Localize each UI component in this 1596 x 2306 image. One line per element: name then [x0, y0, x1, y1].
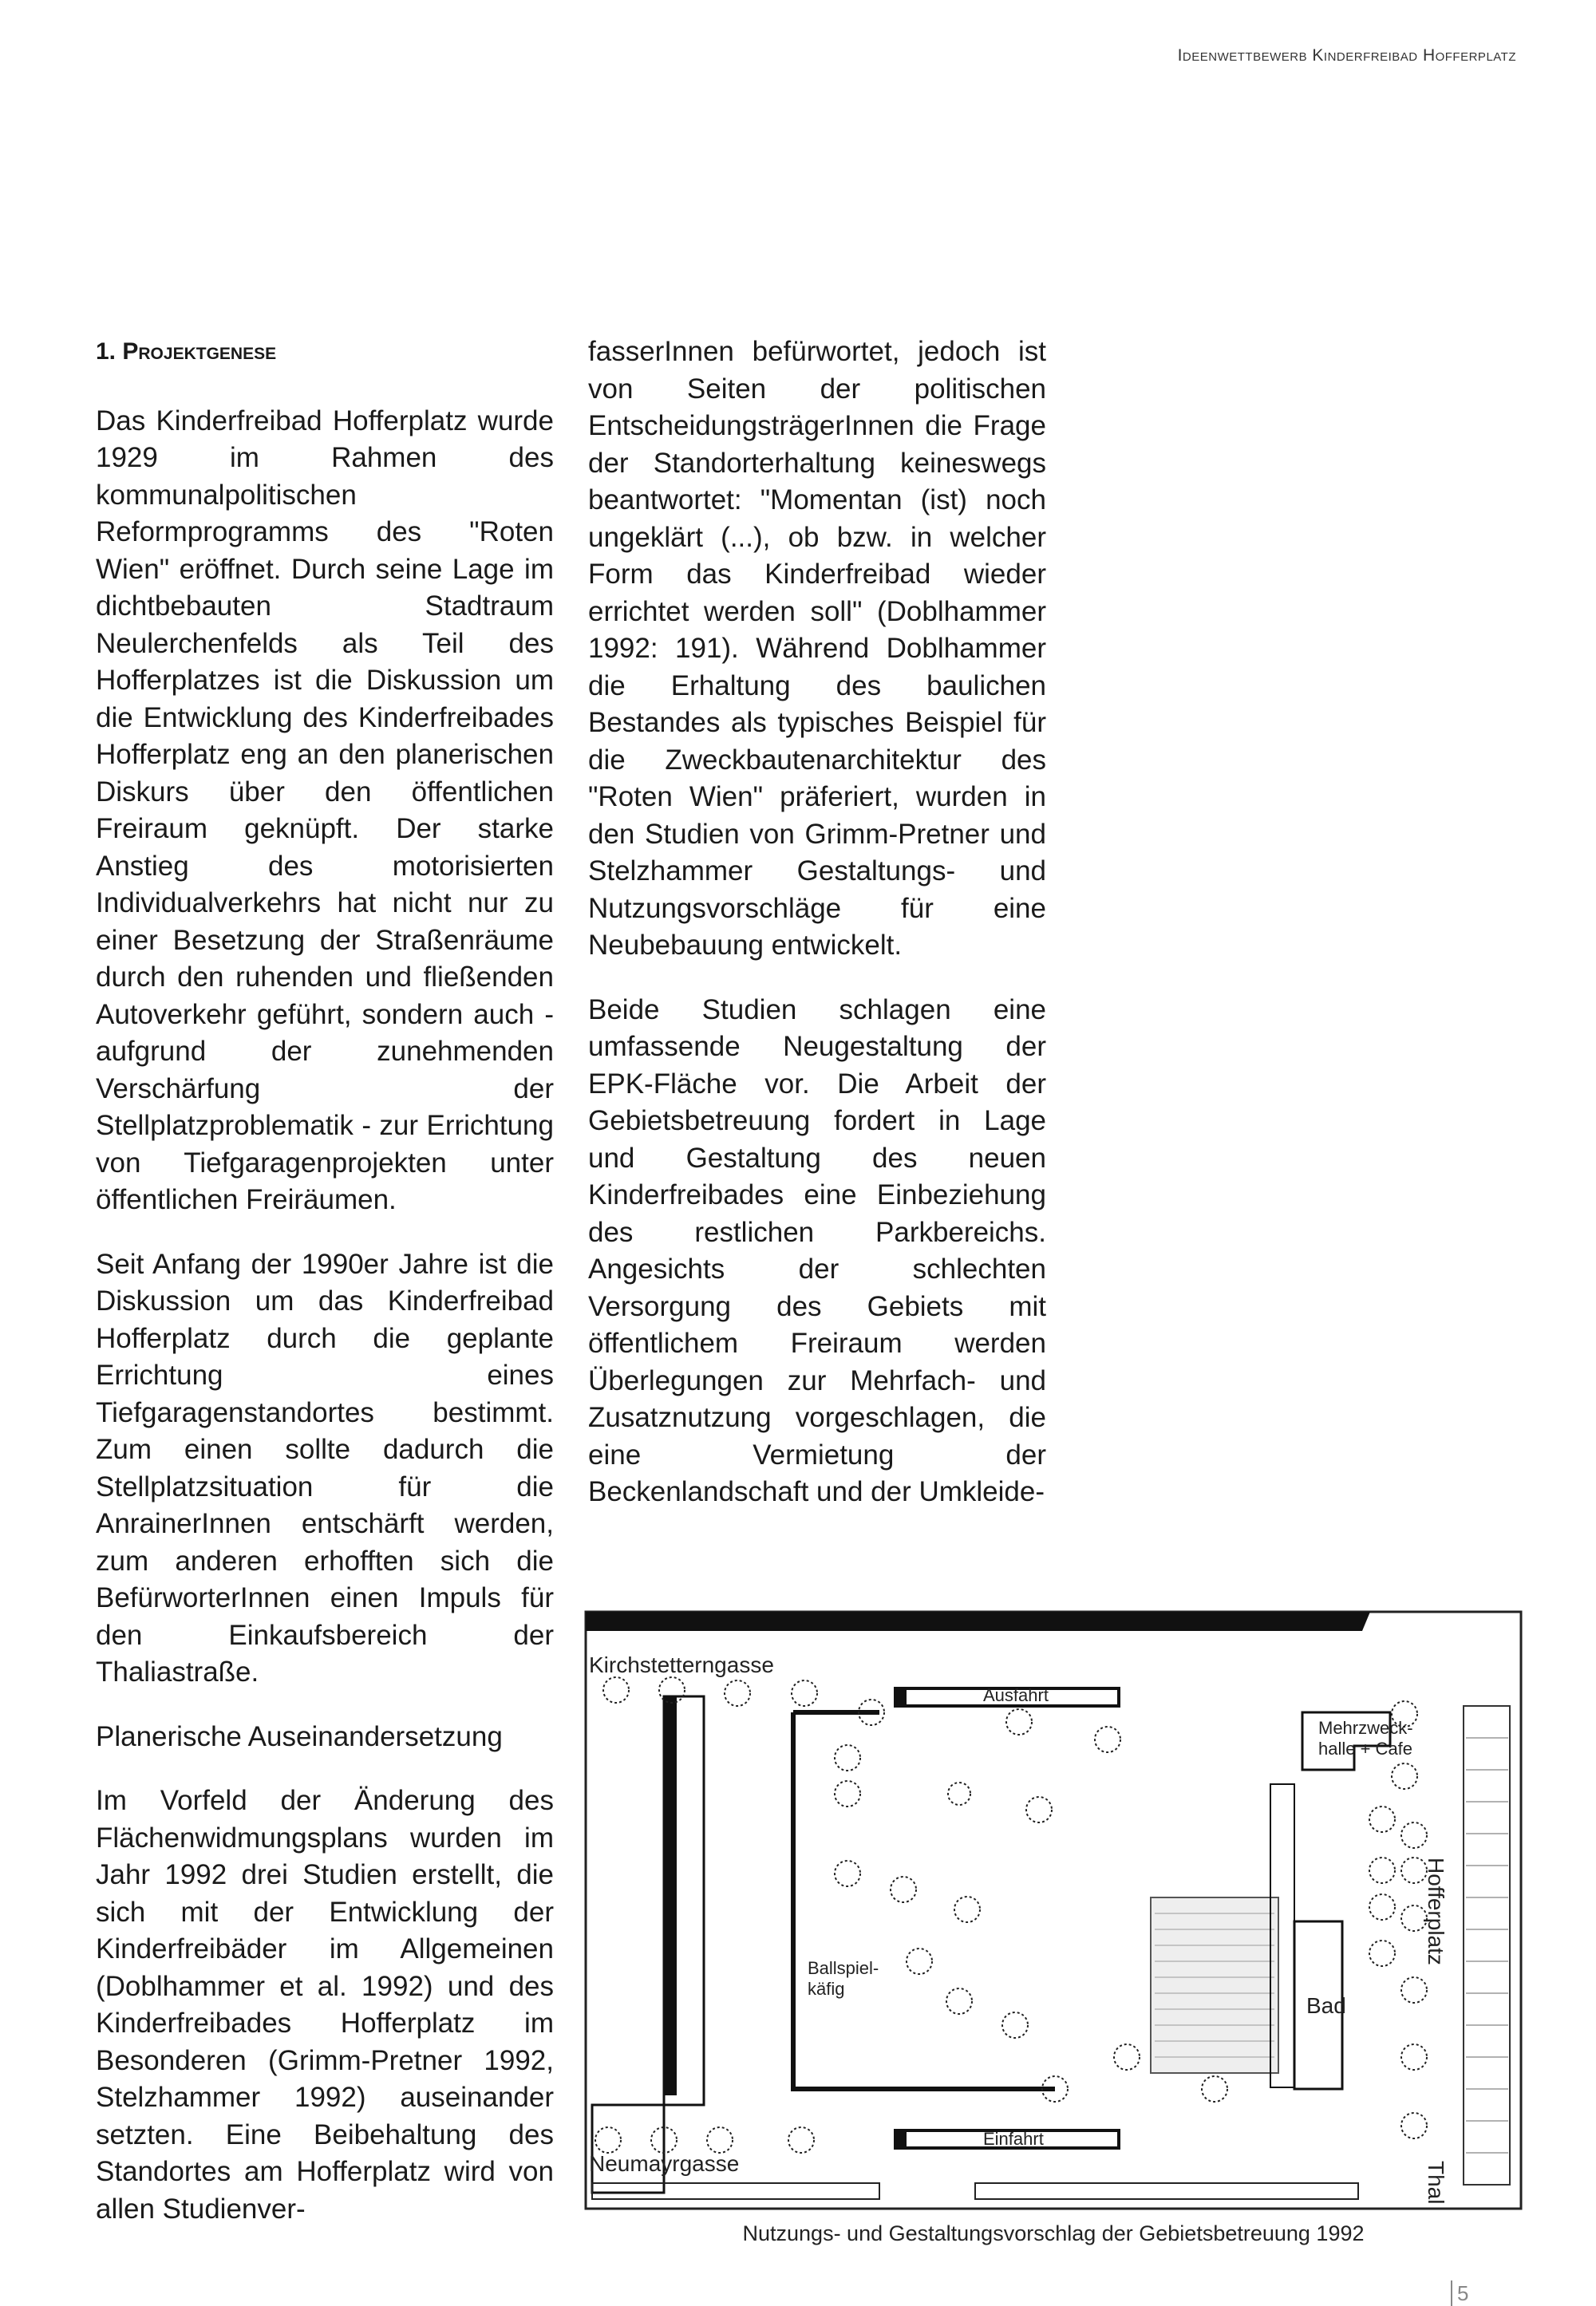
street-label-right: Hofferplatz [1424, 1858, 1448, 1965]
subheading: Planerische Auseinandersetzung [96, 1720, 503, 1752]
paragraph: fasserInnen befürwortet, jedoch ist von Seiten der politischen EntscheidungsträgerInnen die Frage der Standorterhaltung keineswegs beantwortet: "Momentan (ist) noch ungeklärt (...), ob bzw. in welcher Form das Kinderfreibad wieder errichtet werden soll" (Doblhammer 1992: 191). Während Doblhammer die Erhaltung des baulichen Bestandes als typisches Beispiel für die Zweckbautenarchitektur des "Roten Wien" präferiert, wurden in den Studien von Grimm-Pretner und Stelzhammer Gestaltungs- und Nutzungsvorschläge für eine Neubebauung entwickelt. [588, 336, 1046, 961]
hall-label-2: halle + Cafe [1318, 1739, 1413, 1759]
entry-label: Einfahrt [983, 2129, 1044, 2149]
road-band [586, 1612, 1370, 1631]
exit-label: Ausfahrt [983, 1685, 1049, 1705]
hall-label-1: Mehrzweck- [1318, 1718, 1413, 1738]
pool [1151, 1897, 1278, 2073]
text-column-left [96, 334, 554, 2255]
paragraph: Im Vorfeld der Änderung des Flächenwidmungsplans wurden im Jahr 1992 drei Studien erstellt, die sich mit der Entwicklung der Kinderfreibäder im Allgemeinen (Doblhammer et al. 1992) und des Kinderfreibades Hofferplatz im Besonderen (Grimm-Pretner 1992, Stelzhammer 1992) auseinander setzten. Eine Beibehaltung des Standortes am Hofferplatz wird von allen Studienver- [96, 1785, 554, 2225]
paragraph: Das Kinderfreibad Hofferplatz wurde 1929 im Rahmen des kommunalpolitischen Reformprogramms des "Roten Wien" eröffnet. Durch seine Lage im dichtbebauten Stadtraum Neulerchenfelds als Teil des Hofferplatzes ist die Diskussion um die Entwicklung des Kinderfreibades Hofferplatz eng an den planerischen Diskurs über den öffentlichen Freiraum geknüpft. Der starke Anstieg des motorisierten Individualverkehrs hat nicht nur zu einer Besetzung der Straßenräume durch den ruhenden und fließenden Autoverkehr geführt, sondern auch - aufgrund der zunehmenden Verschärfung der Stellplatzproblematik - zur Errichtung von Tiefgaragenprojekten unter öffentlichen Freiräumen. [96, 405, 554, 1215]
figure-caption: Nutzungs- und Gestaltungsvorschlag der Gebietsbetreuung 1992 [742, 2221, 1365, 2245]
bath-label: Bad [1306, 1993, 1346, 2018]
page-number: 5 [1451, 2280, 1468, 2306]
street-label-bottom: Neumayrgasse [589, 2151, 740, 2176]
paragraph: Seit Anfang der 1990er Jahre ist die Diskussion um das Kinderfreibad Hofferplatz durch die geplante Errichtung eines Tiefgaragenstandortes bestimmt. Zum einen sollte dadurch die Stellplatzsituation für die AnrainerInnen entschärft werden, zum anderen erhofften sich die BefürworterInnen einen Impuls für den Einkaufsbereich der Thaliastraße. [96, 1248, 554, 1688]
cage-label-1: Ballspiel- [808, 1958, 879, 1978]
section-title: Projektgenese [122, 338, 277, 365]
site-plan [584, 1610, 1523, 2210]
text-column-right [588, 334, 1046, 1538]
street-label-top: Kirchstetterngasse [589, 1653, 774, 1677]
section-number: 1. [96, 338, 117, 365]
running-header: Ideenwettbewerb Kinderfreibad Hofferplatz [1177, 46, 1516, 65]
street-label-right-cut: Thal [1424, 2161, 1448, 2205]
cage-label-2: käfig [808, 1979, 845, 1999]
paragraph: Beide Studien schlagen eine umfassende Neugestaltung der EPK-Fläche vor. Die Arbeit der Gebietsbetreuung fordert in Lage und Gestaltung des neuen Kinderfreibades eine Einbeziehung des restlichen Parkbereichs. Angesichts der schlechten Versorgung des Gebiets mit öffentlichem Freiraum werden Überlegungen zur Mehrfach- und Zusatznutzung vorgeschlagen, die eine Vermietung der Beckenlandschaft und der Umkleide- [588, 993, 1046, 1507]
building-wall [664, 1696, 677, 2095]
section-heading [96, 334, 554, 371]
